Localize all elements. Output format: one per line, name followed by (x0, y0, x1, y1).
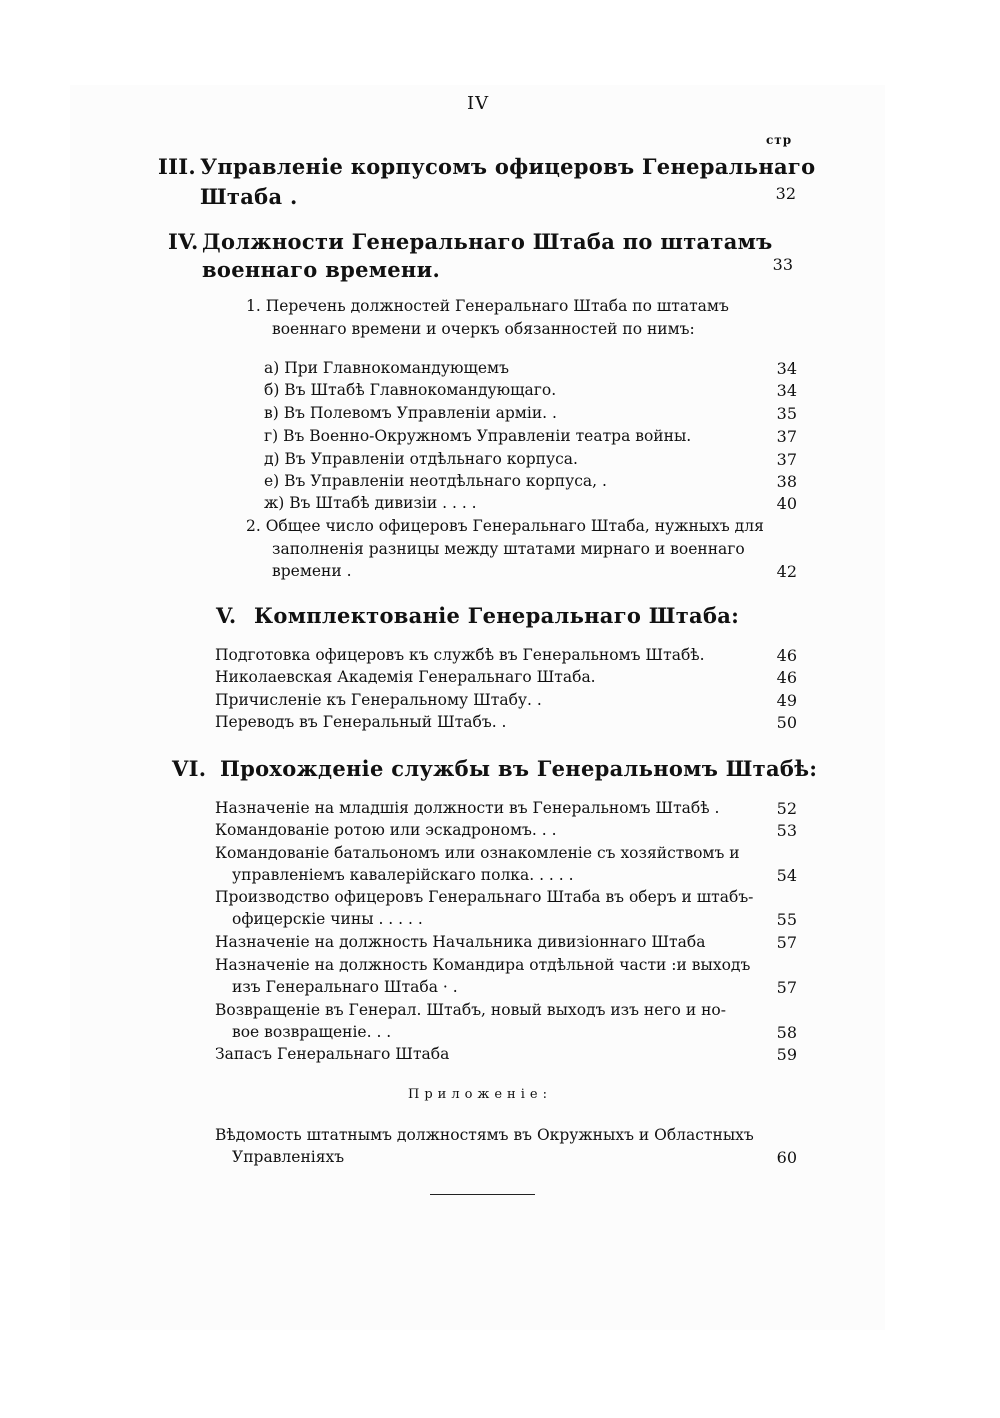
page-ref: 37 (776, 450, 797, 469)
section-title-line: Прохожденіе службы въ Генеральномъ Штабѣ: (220, 756, 818, 781)
section-title-line: Штаба . (200, 184, 298, 209)
section-title-line: Комплектованіе Генеральнаго Штаба: (254, 603, 740, 628)
page-ref: 35 (776, 404, 797, 423)
toc-entry-line: Возвращеніе въ Генерал. Штабъ, новый выходъ изъ него и но- (215, 1001, 726, 1019)
appendix-heading: Приложеніе: (408, 1087, 552, 1102)
page-ref: 32 (775, 184, 796, 203)
toc-entry-line: военнаго времени и очеркъ обязанностей по нимъ: (272, 320, 695, 338)
page-ref: 37 (776, 427, 797, 446)
page-ref: 59 (776, 1045, 797, 1064)
page-ref: 38 (776, 472, 797, 491)
page-ref: 50 (776, 713, 797, 732)
toc-entry-line: Командованіе батальономъ или ознакомленіе съ хозяйствомъ и (215, 844, 740, 862)
section-title-line: Управленіе корпусомъ офицеровъ Генеральнаго (200, 154, 816, 179)
page-ref: 34 (776, 359, 797, 378)
page-ref: 57 (776, 978, 797, 997)
page-ref: 58 (776, 1023, 797, 1042)
toc-entry-line: вое возвращеніе. . . (232, 1023, 392, 1041)
toc-entry-line: заполненія разницы между штатами мирнаго и военнаго (272, 540, 745, 558)
page-number: IV (467, 93, 490, 114)
page-ref: 34 (776, 381, 797, 400)
page-ref: 57 (776, 933, 797, 952)
section-number: III. (158, 154, 196, 179)
page-ref: 40 (776, 494, 797, 513)
toc-entry-line: офицерскіе чины . . . . . (232, 910, 423, 928)
toc-entry-line: Запасъ Генеральнаго Штаба (215, 1045, 450, 1063)
toc-entry-line: г) Въ Военно-Окружномъ Управленіи театра войны. (264, 427, 692, 445)
toc-entry-line: д) Въ Управленіи отдѣльнаго корпуса. (264, 450, 578, 468)
page-ref: 60 (776, 1148, 797, 1167)
section-number: V. (216, 603, 237, 628)
section-title-line: военнаго времени. (202, 257, 441, 282)
page-ref: 53 (776, 821, 797, 840)
toc-entry-line: Назначеніе на должность Начальника дивизіоннаго Штаба (215, 933, 706, 951)
toc-entry-line: Командованіе ротою или эскадрономъ. . . (215, 821, 557, 839)
toc-entry-line: ж) Въ Штабѣ дивизіи . . . . (264, 494, 477, 512)
toc-entry-line: в) Въ Полевомъ Управленіи арміи. . (264, 404, 557, 422)
page-ref: 46 (776, 668, 797, 687)
toc-entry-line: управленіемъ кавалерійскаго полка. . . . . (232, 866, 574, 884)
toc-entry-line: е) Въ Управленіи неотдѣльнаго корпуса, . (264, 472, 607, 490)
closing-rule (430, 1194, 535, 1195)
section-number: IV. (168, 229, 199, 254)
page-ref: 33 (772, 255, 793, 274)
toc-entry-line: Назначеніе на младшія должности въ Генеральномъ Штабѣ . (215, 799, 720, 817)
page-ref: 49 (776, 691, 797, 710)
toc-entry-line: изъ Генеральнаго Штаба · . (232, 978, 458, 996)
section-number: VI. (172, 756, 207, 781)
toc-entry-line: Николаевская Академія Генеральнаго Штаба. (215, 668, 596, 686)
toc-entry-line: 1. Перечень должностей Генеральнаго Штаба по штатамъ (246, 297, 729, 315)
toc-entry-line: Подготовка офицеровъ къ службѣ въ Генеральномъ Штабѣ. (215, 646, 705, 664)
toc-entry-line: Производство офицеровъ Генеральнаго Штаба въ оберъ и штабъ- (215, 888, 754, 906)
toc-entry-line: Назначеніе на должность Командира отдѣльной части :и выходъ (215, 956, 751, 974)
page-ref: 46 (776, 646, 797, 665)
toc-entry-line: времени . (272, 562, 352, 580)
section-title-line: Должности Генеральнаго Штаба по штатамъ (202, 229, 773, 254)
page-column-label: стр (766, 133, 793, 147)
page-ref: 42 (776, 562, 797, 581)
toc-entry-line: Вѣдомость штатнымъ должностямъ въ Окружныхъ и Областныхъ (215, 1126, 754, 1144)
page-ref: 55 (776, 910, 797, 929)
page-ref: 54 (776, 866, 797, 885)
toc-entry-line: Переводъ въ Генеральный Штабъ. . (215, 713, 507, 731)
page-ref: 52 (776, 799, 797, 818)
toc-entry-line: Управленіяхъ (232, 1148, 345, 1166)
toc-entry-line: Причисленіе къ Генеральному Штабу. . (215, 691, 542, 709)
toc-entry-line: б) Въ Штабѣ Главнокомандующаго. (264, 381, 557, 399)
toc-entry-line: а) При Главнокомандующемъ (264, 359, 509, 377)
toc-entry-line: 2. Общее число офицеровъ Генеральнаго Штаба, нужныхъ для (246, 517, 764, 535)
